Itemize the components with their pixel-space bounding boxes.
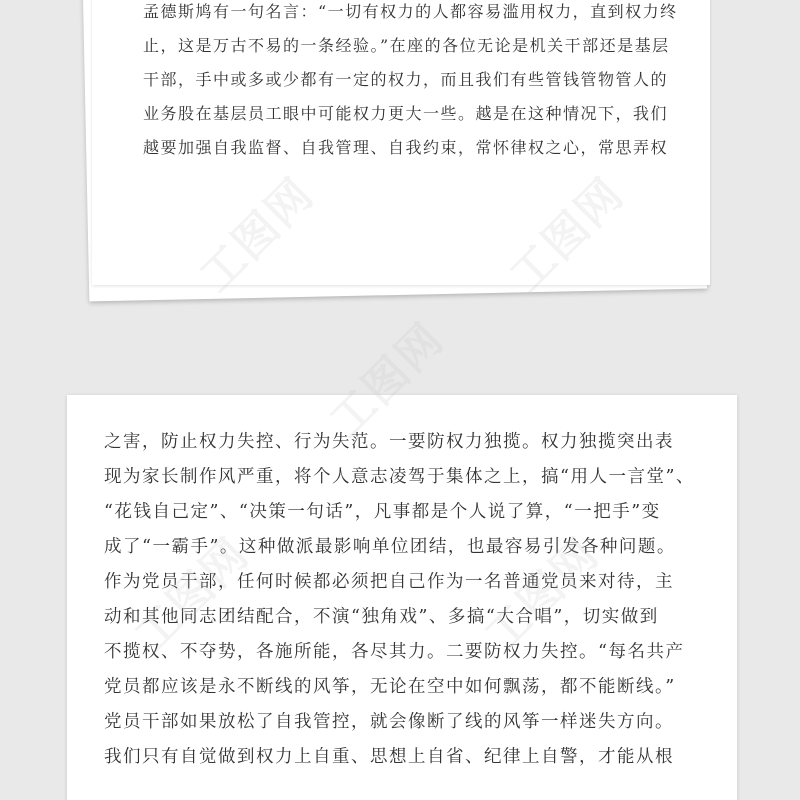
text-line: 现为家长制作风严重，将个人意志凌驾于集体之上，搞“用人一言堂”、 — [104, 467, 695, 487]
text-line: 不揽权、不夺势，各施所能，各尽其力。二要防权力失控。“每名共产 — [104, 642, 685, 662]
text-line: 之害，防止权力失控、行为失范。一要防权力独揽。权力独揽突出表 — [104, 432, 674, 452]
text-line: 党员都应该是永不断线的风筝，无论在空中如何飘荡，都不能断线。” — [104, 677, 676, 697]
page-bottom-text — [104, 425, 695, 775]
text-line: 干部，手中或多或少都有一定的权力，而且我们有些管钱管物管人的 — [143, 70, 669, 89]
watermark: 工图网 — [320, 313, 455, 448]
text-line: 孟德斯鸠有一句名言：“一切有权力的人都容易滥用权力，直到权力终 — [143, 2, 678, 21]
text-line: 我们只有自觉做到权力上自重、思想上自省、纪律上自警，才能从根 — [104, 747, 674, 767]
text-line: 动和其他同志团结配合，不演“独角戏”、多搞“大合唱”，切实做到 — [104, 607, 659, 627]
page-top-text — [143, 0, 678, 165]
text-line: 止，这是万古不易的一条经验。”在座的各位无论是机关干部还是基层 — [143, 36, 670, 55]
text-line: 业务股在基层员工眼中可能权力更大一些。越是在这种情况下，我们 — [143, 104, 669, 123]
text-line: 越要加强自我监督、自我管理、自我约束，常怀律权之心，常思弄权 — [143, 138, 669, 157]
text-line: 党员干部如果放松了自我管控，就会像断了线的风筝一样迷失方向。 — [104, 712, 674, 732]
text-line: 成了“一霸手”。这种做派最影响单位团结，也最容易引发各种问题。 — [104, 537, 676, 557]
text-line: 作为党员干部，任何时候都必须把自己作为一名普通党员来对待，主 — [104, 572, 674, 592]
text-line: “花钱自己定”、“决策一句话”，凡事都是个人说了算，“一把手”变 — [104, 502, 661, 522]
